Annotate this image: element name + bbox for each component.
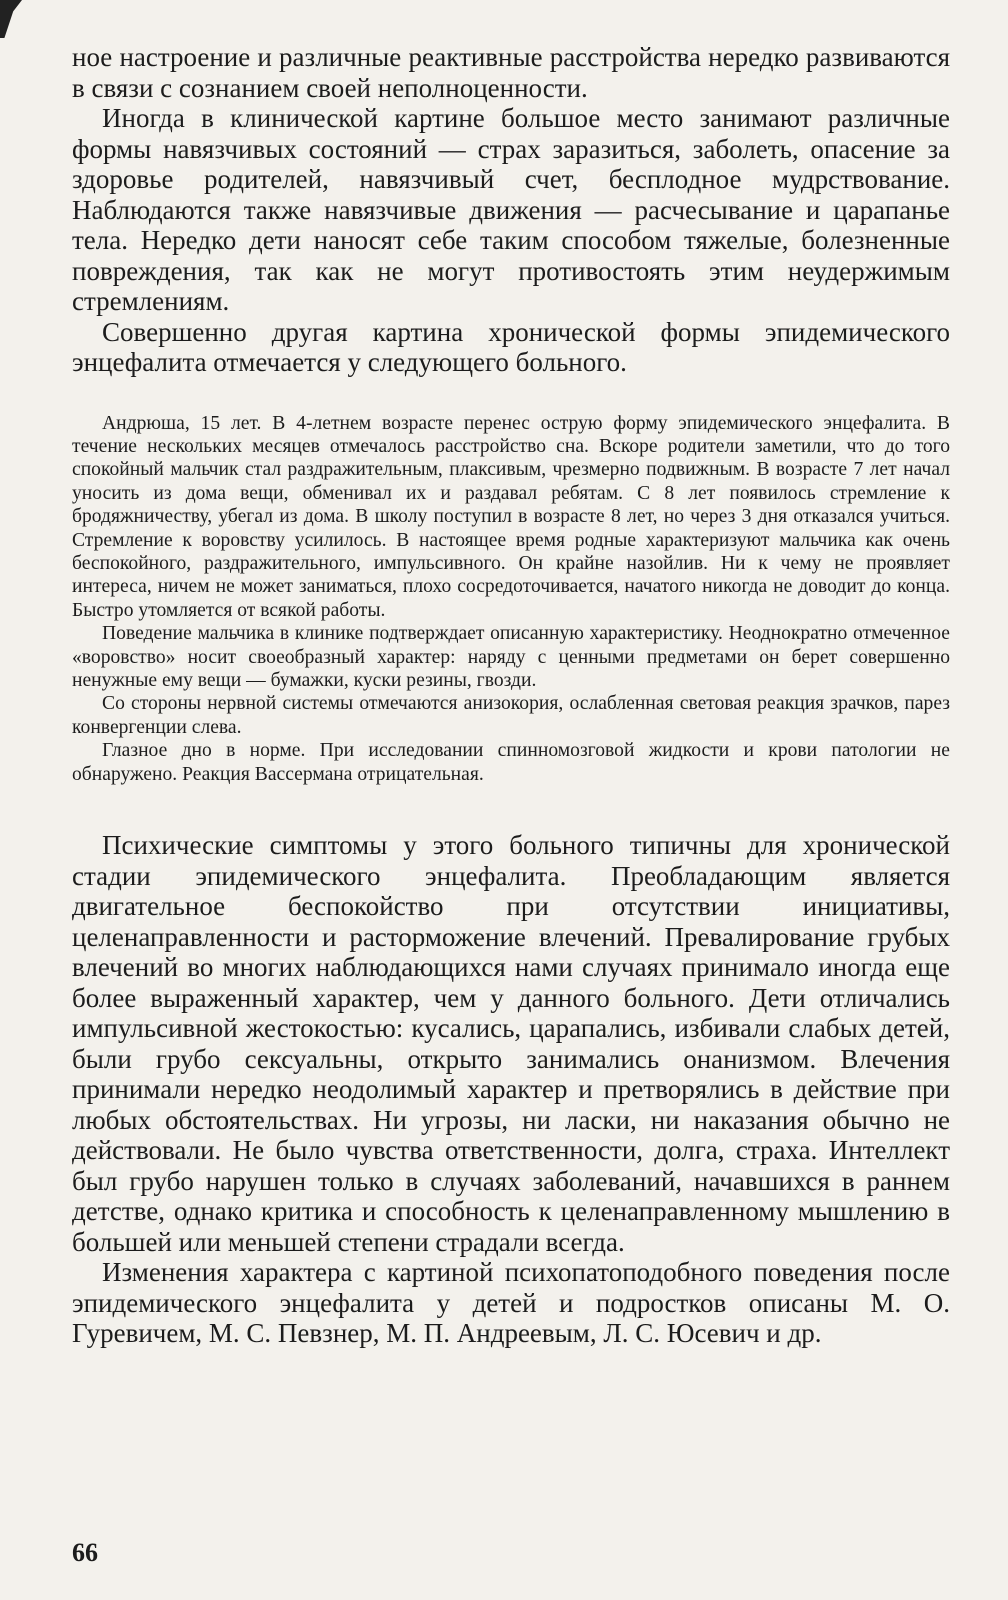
scan-corner-mark	[0, 0, 22, 38]
closing-paragraph: Изменения характера с картиной психопатоподобного поведения после эпидемического энцефалита у детей и подростков описаны М. О. Гуревичем, М. С. Певзнер, М. П. Андреевым, Л. С. Юсевич и др.	[72, 1257, 950, 1348]
page-number: 66	[72, 1538, 98, 1567]
closing-section	[72, 830, 950, 1349]
case-paragraph: Со стороны нервной системы отмечаются анизокория, ослабленная световая реакция зрачков, парез конвергенции слева.	[72, 693, 950, 738]
case-paragraph: Поведение мальчика в клинике подтверждает описанную характеристику. Неоднократно отмеченное «воровство» носит своеобразный характер: наряду с ценными предметами он берет совершенно ненужные ему вещи — бумажки, куски резины, гвозди.	[72, 623, 950, 691]
intro-section	[72, 42, 950, 378]
case-paragraph: Андрюша, 15 лет. В 4-летнем возрасте перенес острую форму эпидемического энцефалита. В течение нескольких месяцев отмечалось расстройство сна. Вскоре родители заметили, что до того спокойный мальчик стал раздражительным, плаксивым, чрезмерно подвижным. В возрасте 7 лет начал уносить из дома вещи, обменивал их и раздавал ребятам. С 8 лет появилось стремление к бродяжничеству, убегал из дома. В школу поступил в возрасте 8 лет, но через 3 дня отказался учиться. Стремление к воровству усилилось. В настоящее время родные характеризуют мальчика как очень беспокойного, раздражительного, импульсивного. Он крайне назойлив. Ни к чему не проявляет интереса, ничем не может заниматься, плохо сосредоточивается, начатого никогда не доводит до конца. Быстро утомляется от всякой работы.	[72, 412, 950, 621]
page-body	[72, 42, 950, 1349]
case-paragraph: Глазное дно в норме. При исследовании спинномозговой жидкости и крови патологии не обнаружено. Реакция Вассермана отрицательная.	[72, 740, 950, 785]
closing-paragraph: Психические симптомы у этого больного типичны для хронической стадии эпидемического энцефалита. Преобладающим является двигательное беспокойство при отсутствии инициативы, целенаправленности и расторможение влечений. Превалирование грубых влечений во многих наблюдающихся нами случаях принимало иногда еще более выраженный характер, чем у данного больного. Дети отличались импульсивной жестокостью: кусались, царапались, избивали слабых детей, были грубо сексуальны, открыто занимались онанизмом. Влечения принимали нередко неодолимый характер и претворялись в действие при любых обстоятельствах. Ни угрозы, ни ласки, ни наказания обычно не действовали. Не было чувства ответственности, долга, страха. Интеллект был грубо нарушен только в случаях заболеваний, начавшихся в раннем детстве, однако критика и способность к целенаправленному мышлению в большей или меньшей степени страдали всегда.	[72, 830, 950, 1257]
intro-paragraph: ное настроение и различные реактивные расстройства нередко развиваются в связи с сознанием своей неполноценности.	[72, 42, 950, 103]
intro-paragraph: Совершенно другая картина хронической формы эпидемического энцефалита отмечается у следующего больного.	[72, 316, 950, 377]
case-report	[72, 412, 950, 787]
intro-paragraph: Иногда в клинической картине большое место занимают различные формы навязчивых состояний — страх заразиться, заболеть, опасение за здоровье родителей, навязчивый счет, бесплодное мудрствование. Наблюдаются также навязчивые движения — расчесывание и царапанье тела. Нередко дети наносят себе таким способом тяжелые, болезненные повреждения, так как не могут противостоять этим неудержимым стремлениям.	[72, 103, 950, 316]
